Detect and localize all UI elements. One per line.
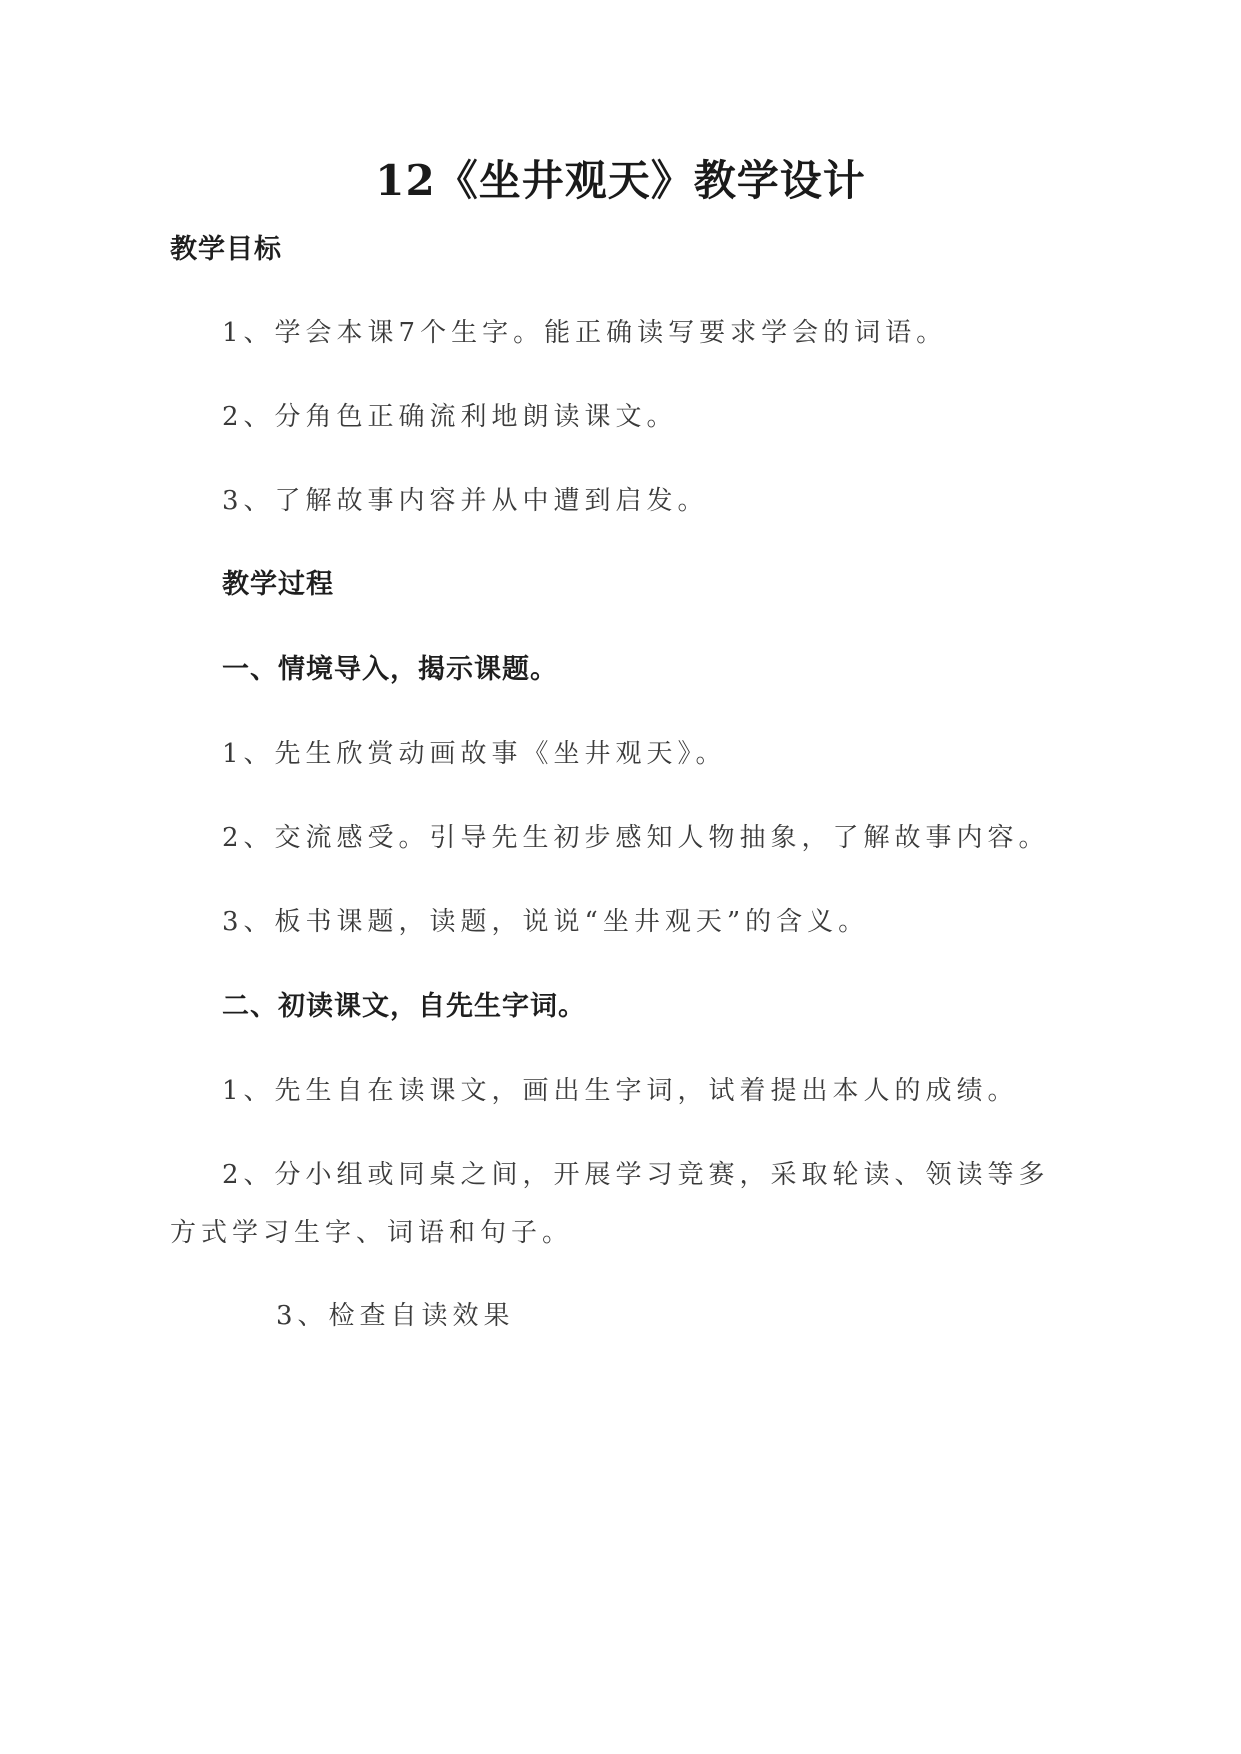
objective-item-1: 1、学会本课7个生字。能正确读写要求学会的词语。 bbox=[222, 318, 948, 348]
section-heading-step-1: 一、情境导入，揭示课题。 bbox=[222, 654, 558, 685]
step1-item-3: 3、板书课题，读题，说说“坐井观天”的含义。 bbox=[222, 907, 870, 937]
step2-item-1: 1、先生自在读课文，画出生字词，试着提出本人的成绩。 bbox=[222, 1076, 1019, 1106]
step2-item-2-continuation: 方式学习生字、词语和句子。 bbox=[170, 1218, 574, 1248]
objective-item-2: 2、分角色正确流利地朗读课文。 bbox=[222, 402, 678, 432]
step1-item-2: 2、交流感受。引导先生初步感知人物抽象，了解故事内容。 bbox=[222, 823, 1050, 853]
section-heading-process: 教学过程 bbox=[222, 569, 334, 600]
objective-item-3: 3、了解故事内容并从中遭到启发。 bbox=[222, 486, 709, 516]
step1-item-1: 1、先生欣赏动画故事《坐井观天》。 bbox=[222, 739, 727, 769]
section-heading-step-2: 二、初读课文，自先生字词。 bbox=[222, 991, 586, 1022]
section-heading-objectives: 教学目标 bbox=[170, 234, 282, 265]
step2-item-3: 3、检查自读效果 bbox=[276, 1301, 515, 1331]
step2-item-2: 2、分小组或同桌之间，开展学习竞赛，采取轮读、领读等多 bbox=[222, 1160, 1050, 1190]
document-title: 12《坐井观天》教学设计 bbox=[375, 156, 866, 205]
